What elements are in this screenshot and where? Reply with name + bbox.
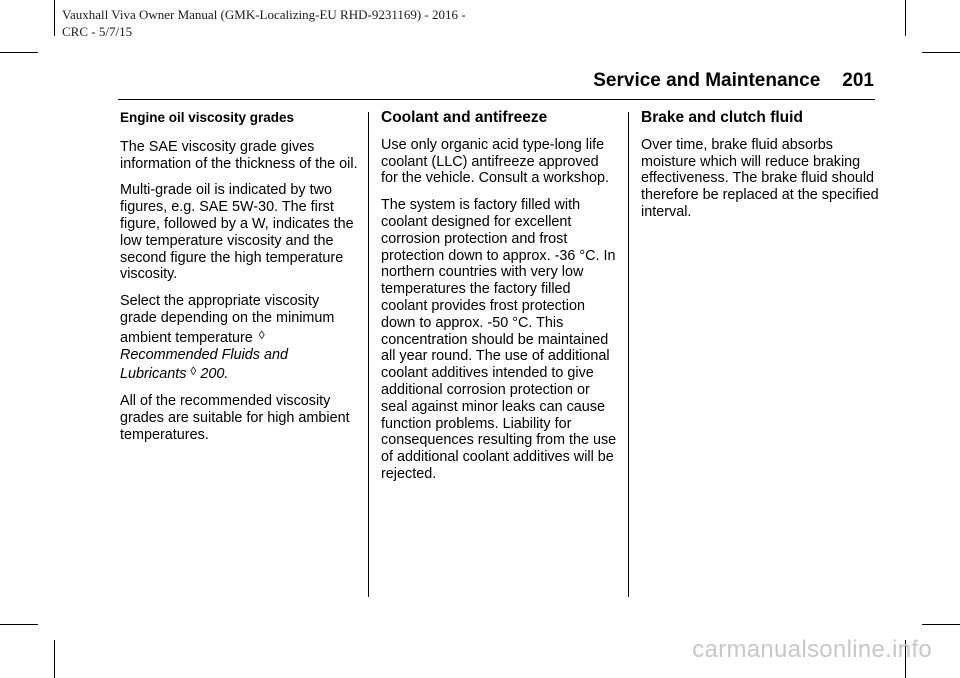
print-metadata xyxy=(62,6,466,40)
brake-fluid-paragraph-1: Over time, brake fluid absorbs moisture which will reduce braking effectiveness. The brake fluid should therefore be replaced at the specified interval. xyxy=(641,136,879,220)
crop-mark-bottom-right-horizontal xyxy=(922,624,960,625)
viscosity-paragraph-3 xyxy=(120,293,358,383)
brake-fluid-heading: Brake and clutch fluid xyxy=(641,109,803,126)
cross-reference-link[interactable] xyxy=(120,347,288,383)
cross-reference-title: Recommended Fluids and Lubricants xyxy=(120,346,288,383)
engine-oil-viscosity-heading: Engine oil viscosity grades xyxy=(120,110,295,125)
crop-mark-top-left-vertical xyxy=(54,0,55,36)
column-divider-1 xyxy=(368,112,369,597)
column-divider-2 xyxy=(628,112,629,597)
coolant-paragraph-1: Use only organic acid type-long life coolant (LLC) antifreeze approved for the vehicle. Consult a workshop. xyxy=(381,136,609,187)
metadata-line-1: Vauxhall Viva Owner Manual (GMK-Localizing-EU RHD-9231169) - 2016 - xyxy=(62,7,466,22)
cross-reference-page: 200. xyxy=(200,366,229,383)
page-header xyxy=(593,70,874,92)
crop-mark-bottom-left-horizontal xyxy=(0,624,38,625)
reference-arrow-icon: ◊ xyxy=(258,327,265,342)
coolant-heading: Coolant and antifreeze xyxy=(381,109,548,126)
watermark: carmanualsonline.info xyxy=(692,636,932,663)
column-brake-fluid xyxy=(641,110,879,231)
crop-mark-top-left-horizontal xyxy=(0,52,38,53)
column-engine-oil xyxy=(120,110,358,454)
coolant-paragraph-2: The system is factory filled with coolant designed for excellent corrosion protection and frost protection down to approx. -36 °C. In northern countries with very low temperatures the factory filled coolant provides frost protection down to approx. -50 °C. This concentration should be maintained all year round. The use of additional coolant additives intended to give additional corrosion protection or seal against minor leaks can cause function problems. Liability for consequences resulting from the use of additional coolant additives will be rejected. xyxy=(381,197,617,482)
metadata-line-2: CRC - 5/7/15 xyxy=(62,24,133,39)
crop-mark-top-right-vertical xyxy=(905,0,906,36)
crop-mark-bottom-left-vertical xyxy=(54,640,55,678)
crop-mark-top-right-horizontal xyxy=(922,52,960,53)
viscosity-paragraph-1: The SAE viscosity grade gives information of the thickness of the oil. xyxy=(120,138,358,172)
section-title: Service and Maintenance xyxy=(593,70,821,91)
header-rule xyxy=(118,99,875,100)
column-coolant xyxy=(381,110,619,493)
page-number: 201 xyxy=(842,70,874,91)
viscosity-paragraph-3-text: Select the appropriate viscosity grade depending on the minimum ambient temperature xyxy=(120,293,335,346)
viscosity-paragraph-2: Multi-grade oil is indicated by two figures, e.g. SAE 5W-30. The first figure, followed by a W, indicates the low temperature viscosity and the second figure the high temperature viscosity. xyxy=(120,182,354,283)
reference-arrow-icon: ◊ xyxy=(190,364,197,379)
viscosity-paragraph-4: All of the recommended viscosity grades are suitable for high ambient temperatures. xyxy=(120,393,350,443)
